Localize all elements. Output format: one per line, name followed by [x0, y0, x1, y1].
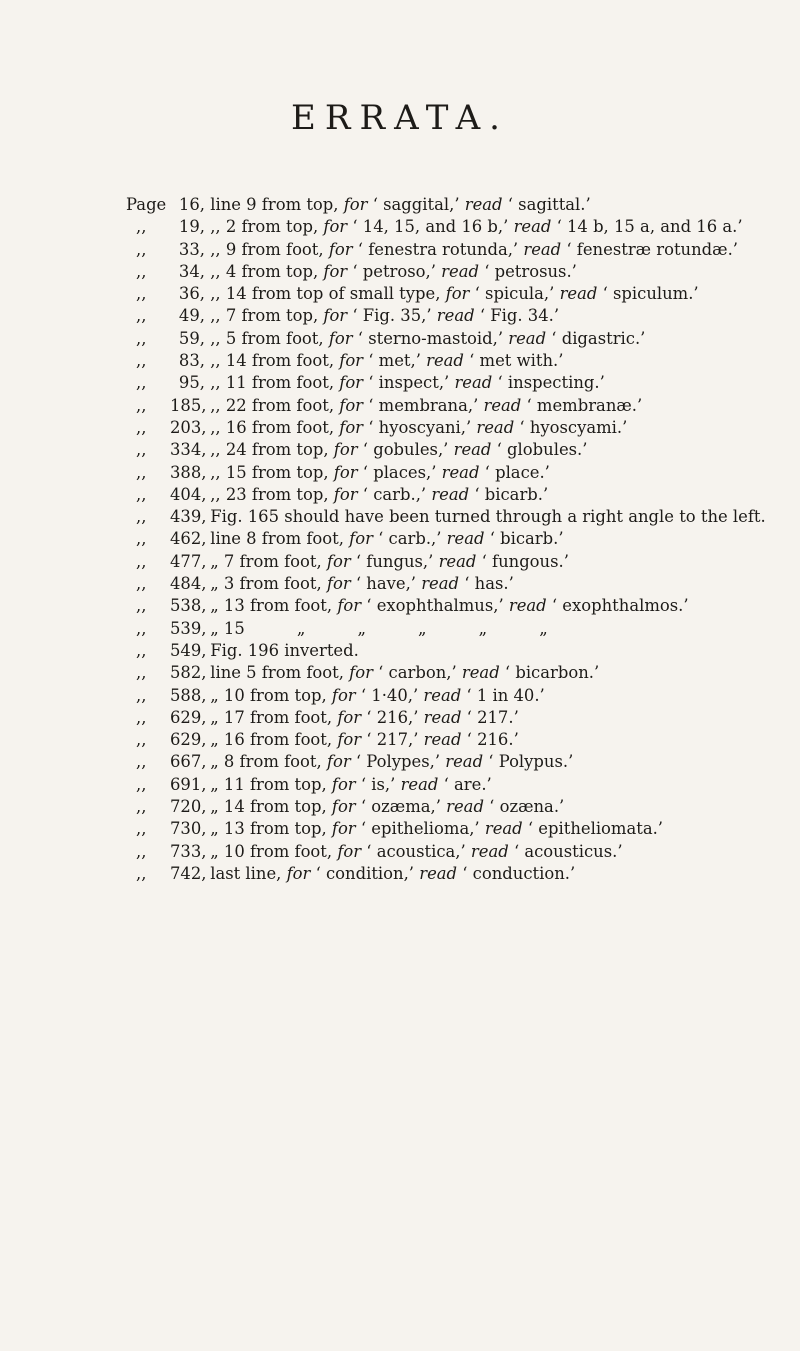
erroneous-text: ‘ spicula,’ — [474, 284, 560, 304]
entry-page-number: 34, — [178, 261, 205, 281]
corrected-text: ‘ fenestræ rotundæ.’ — [566, 239, 738, 259]
entry-lead: ,, — [136, 863, 147, 883]
erroneous-text: ‘ acoustica,’ — [366, 841, 471, 861]
errata-entry — [136, 372, 796, 394]
for-word: for — [339, 417, 369, 437]
entry-lead: ,, — [136, 596, 147, 616]
errata-entry — [136, 573, 796, 595]
erroneous-text: ‘ petroso,’ — [352, 261, 442, 281]
erroneous-text: ‘ 14, 15, and 16 b,’ — [352, 217, 514, 237]
corrected-text: ‘ fungous.’ — [481, 551, 569, 571]
entry-lead: ,, — [136, 507, 147, 527]
read-word: read — [423, 730, 467, 750]
corrected-text: ‘ exophthalmos.’ — [551, 596, 689, 616]
errata-entry — [136, 841, 796, 863]
errata-entry — [126, 194, 796, 216]
corrected-text: ‘ 14 b, 15 a, and 16 a.’ — [556, 217, 743, 237]
corrected-text: ‘ bicarbon.’ — [504, 663, 600, 683]
errata-entry — [136, 350, 796, 372]
entry-text: ,, 23 from top, — [205, 484, 334, 504]
corrected-text: ‘ has.’ — [464, 574, 514, 594]
for-word: for — [445, 284, 475, 304]
entry-page-number: 462, — [170, 529, 207, 549]
read-word: read — [464, 195, 508, 214]
for-word: for — [331, 774, 361, 794]
erroneous-text: ‘ carbon,’ — [378, 663, 462, 683]
errata-entry — [136, 328, 796, 350]
erroneous-text: ‘ hyoscyani,’ — [368, 417, 477, 437]
errata-entry — [136, 595, 796, 617]
corrected-text: ‘ 217.’ — [466, 707, 519, 727]
corrected-text: ‘ spiculum.’ — [602, 284, 699, 304]
corrected-text: ‘ ozæna.’ — [489, 797, 565, 817]
corrected-text: ‘ epitheliomata.’ — [527, 819, 664, 839]
entry-page-number: 538, — [170, 596, 207, 616]
for-word: for — [331, 685, 361, 705]
for-word: for — [323, 217, 353, 237]
corrected-text: ‘ place.’ — [484, 462, 550, 482]
entry-text: ,, 9 from foot, — [205, 239, 329, 259]
read-word: read — [431, 484, 475, 504]
for-word: for — [333, 462, 363, 482]
entry-page-number: 388, — [170, 462, 207, 482]
entry-text: ,, 14 from foot, — [205, 351, 340, 371]
for-word: for — [337, 596, 367, 616]
entry-page-number: 19, — [178, 217, 205, 237]
corrected-text: ‘ bicarb.’ — [489, 529, 564, 549]
read-word: read — [438, 551, 482, 571]
corrected-text: ‘ globules.’ — [496, 440, 588, 460]
corrected-text: ‘ 1 in 40.’ — [466, 685, 545, 705]
for-word: for — [349, 663, 379, 683]
entry-text: ,, 22 from foot, — [205, 395, 340, 415]
erroneous-text: ‘ sterno-mastoid,’ — [357, 328, 509, 348]
erroneous-text: ‘ met,’ — [368, 351, 427, 371]
entry-page-number: 582, — [170, 663, 207, 683]
entry-text: ,, 11 from foot, — [205, 373, 340, 393]
for-word: for — [328, 328, 358, 348]
read-word: read — [454, 373, 498, 393]
erroneous-text: ‘ fenestra rotunda,’ — [357, 239, 524, 259]
entry-page-number: 33, — [178, 239, 205, 259]
for-word: for — [326, 551, 356, 571]
erroneous-text: ‘ carb.,’ — [362, 484, 432, 504]
errata-entry — [136, 796, 796, 818]
entry-page-number: 742, — [170, 863, 207, 883]
entry-lead: ,, — [136, 618, 147, 638]
erroneous-text: ‘ 217,’ — [366, 730, 424, 750]
entry-lead: ,, — [136, 239, 147, 259]
entry-text: ,, 4 from top, — [205, 261, 324, 281]
read-word: read — [445, 752, 489, 772]
entry-lead: ,, — [136, 774, 147, 794]
entry-page-number: 334, — [170, 440, 207, 460]
for-word: for — [337, 707, 367, 727]
entry-lead: ,, — [136, 752, 147, 772]
read-word: read — [436, 306, 480, 326]
erroneous-text: ‘ membrana,’ — [368, 395, 484, 415]
for-word: for — [337, 730, 367, 750]
corrected-text: ‘ are.’ — [443, 774, 492, 794]
corrected-text: ‘ hyoscyami.’ — [519, 417, 628, 437]
entry-lead: ,, — [136, 551, 147, 571]
read-word: read — [441, 462, 485, 482]
entry-page-number: 667, — [170, 752, 207, 772]
erroneous-text: ‘ places,’ — [362, 462, 442, 482]
for-word: for — [326, 752, 356, 772]
corrected-text: ‘ membranæ.’ — [526, 395, 643, 415]
read-word: read — [446, 529, 490, 549]
erroneous-text: ‘ fungus,’ — [355, 551, 439, 571]
entry-text: ,, 7 from top, — [205, 306, 324, 326]
erroneous-text: ‘ Polypes,’ — [355, 752, 446, 772]
corrected-text: ‘ digastric.’ — [551, 328, 646, 348]
entry-text: „ 10 from top, — [205, 685, 332, 705]
entry-page-number: 203, — [170, 417, 207, 437]
entry-text: „ 17 from foot, — [205, 707, 338, 727]
read-word: read — [470, 841, 514, 861]
entry-lead: ,, — [136, 395, 147, 415]
erroneous-text: ‘ have,’ — [355, 574, 422, 594]
corrected-text: ‘ Fig. 34.’ — [479, 306, 560, 326]
for-word: for — [323, 306, 353, 326]
entry-page-number: 59, — [178, 328, 205, 348]
errata-entry — [136, 462, 796, 484]
entry-text: „ 13 from top, — [205, 819, 332, 839]
errata-entry — [136, 283, 796, 305]
entry-page-number: 83, — [178, 351, 205, 371]
for-word: for — [323, 261, 353, 281]
errata-entry — [136, 484, 796, 506]
entry-text: „ 8 from foot, — [205, 752, 327, 772]
errata-entry — [136, 551, 796, 573]
for-word: for — [343, 195, 373, 214]
entry-text: Fig. 165 should have been turned through a right angle to the left. — [205, 507, 766, 527]
errata-entry — [136, 685, 796, 707]
errata-entry — [136, 818, 796, 840]
entry-lead: ,, — [136, 841, 147, 861]
erroneous-text: ‘ gobules,’ — [362, 440, 454, 460]
errata-entry — [136, 729, 796, 751]
entry-text: ,, 24 from top, — [205, 440, 334, 460]
entry-page-number: 49, — [178, 306, 205, 326]
for-word: for — [339, 395, 369, 415]
entry-lead: ,, — [136, 529, 147, 549]
erroneous-text: ‘ exophthalmus,’ — [366, 596, 509, 616]
read-word: read — [484, 819, 528, 839]
entry-text: „ 7 from foot, — [205, 551, 327, 571]
entry-page-number: 185, — [170, 395, 207, 415]
corrected-text: ‘ petrosus.’ — [484, 261, 577, 281]
entry-text: line 5 from foot, — [205, 663, 350, 683]
entry-lead: ,, — [136, 574, 147, 594]
entry-lead: ,, — [136, 462, 147, 482]
erroneous-text: ‘ condition,’ — [315, 863, 420, 883]
read-word: read — [453, 440, 497, 460]
for-word: for — [339, 351, 369, 371]
for-word: for — [326, 574, 356, 594]
errata-entry — [136, 417, 796, 439]
for-word: for — [331, 819, 361, 839]
entry-text: „ 10 from foot, — [205, 841, 338, 861]
read-word: read — [400, 774, 444, 794]
read-word: read — [508, 328, 552, 348]
corrected-text: ‘ acousticus.’ — [513, 841, 623, 861]
read-word: read — [513, 217, 557, 237]
errata-entry — [136, 751, 796, 773]
errata-entry — [136, 395, 796, 417]
corrected-text: ‘ Polypus.’ — [488, 752, 574, 772]
errata-entry — [136, 305, 796, 327]
entry-page-number: 477, — [170, 551, 207, 571]
entry-page-number: 16, — [178, 195, 205, 214]
corrected-text: ‘ bicarb.’ — [474, 484, 549, 504]
entry-page-number: 733, — [170, 841, 207, 861]
entry-text: Fig. 196 inverted. — [205, 640, 359, 660]
read-word: read — [446, 797, 490, 817]
erroneous-text: ‘ 1·40,’ — [360, 685, 424, 705]
entry-lead: ,, — [136, 351, 147, 371]
for-word: for — [331, 797, 361, 817]
erroneous-text: ‘ ozæma,’ — [360, 797, 447, 817]
for-word: for — [349, 529, 379, 549]
read-word: read — [426, 351, 470, 371]
entry-lead: ,, — [136, 440, 147, 460]
read-word: read — [421, 574, 465, 594]
erroneous-text: ‘ epithelioma,’ — [360, 819, 485, 839]
errata-entry — [136, 774, 796, 796]
entry-page-number: 629, — [170, 730, 207, 750]
entry-text: „ 16 from foot, — [205, 730, 338, 750]
read-word: read — [476, 417, 520, 437]
read-word: read — [483, 395, 527, 415]
entry-page-number: 439, — [170, 507, 207, 527]
entry-lead: ,, — [136, 373, 147, 393]
entry-page-number: 484, — [170, 574, 207, 594]
entry-lead: ,, — [136, 306, 147, 326]
entry-text: ,, 2 from top, — [205, 217, 324, 237]
read-word: read — [461, 663, 505, 683]
entry-page-number: 404, — [170, 484, 207, 504]
read-word: read — [508, 596, 552, 616]
entry-page-number: 691, — [170, 774, 207, 794]
entry-text: „ 15 „ „ „ „ „ — [205, 618, 548, 638]
errata-entry — [136, 439, 796, 461]
entry-lead: ,, — [136, 417, 147, 437]
entry-lead: ,, — [136, 217, 147, 237]
errata-entry — [136, 239, 796, 261]
entry-lead: Page — [126, 195, 167, 214]
entry-lead: ,, — [136, 730, 147, 750]
entry-page-number: 720, — [170, 797, 207, 817]
corrected-text: ‘ inspecting.’ — [497, 373, 605, 393]
corrected-text: ‘ conduction.’ — [462, 863, 576, 883]
for-word: for — [337, 841, 367, 861]
entry-text: ,, 14 from top of small type, — [205, 284, 446, 304]
entry-lead: ,, — [136, 640, 147, 660]
entry-text: „ 11 from top, — [205, 774, 332, 794]
entry-page-number: 588, — [170, 685, 207, 705]
errata-entry — [136, 261, 796, 283]
entry-text: „ 13 from foot, — [205, 596, 338, 616]
read-word: read — [441, 261, 485, 281]
entry-lead: ,, — [136, 819, 147, 839]
errata-entry — [136, 707, 796, 729]
for-word: for — [333, 484, 363, 504]
entry-text: last line, — [205, 863, 287, 883]
erroneous-text: ‘ 216,’ — [366, 707, 424, 727]
entry-lead: ,, — [136, 484, 147, 504]
errata-entry — [136, 528, 796, 550]
erroneous-text: ‘ Fig. 35,’ — [352, 306, 437, 326]
read-word: read — [419, 863, 463, 883]
errata-entry — [136, 640, 796, 662]
entry-lead: ,, — [136, 707, 147, 727]
entry-lead: ,, — [136, 685, 147, 705]
page-title: ERRATA. — [291, 98, 509, 138]
entry-text: „ 14 from top, — [205, 797, 332, 817]
entry-text: line 9 from top, — [205, 195, 344, 214]
read-word: read — [559, 284, 603, 304]
corrected-text: ‘ met with.’ — [469, 351, 564, 371]
for-word: for — [286, 863, 316, 883]
entry-page-number: 95, — [178, 373, 205, 393]
errata-list — [126, 194, 796, 885]
erroneous-text: ‘ inspect,’ — [368, 373, 455, 393]
read-word: read — [423, 707, 467, 727]
entry-text: „ 3 from foot, — [205, 574, 327, 594]
for-word: for — [328, 239, 358, 259]
corrected-text: ‘ 216.’ — [466, 730, 519, 750]
entry-text: ,, 16 from foot, — [205, 417, 340, 437]
entry-text: line 8 from foot, — [205, 529, 350, 549]
errata-entry — [136, 618, 796, 640]
corrected-text: ‘ sagittal.’ — [507, 195, 591, 214]
entry-lead: ,, — [136, 663, 147, 683]
entry-lead: ,, — [136, 328, 147, 348]
entry-lead: ,, — [136, 261, 147, 281]
entry-page-number: 539, — [170, 618, 207, 638]
errata-entry — [136, 662, 796, 684]
errata-entry — [136, 506, 796, 528]
entry-page-number: 36, — [178, 284, 205, 304]
entry-lead: ,, — [136, 797, 147, 817]
errata-entry — [136, 216, 796, 238]
entry-page-number: 730, — [170, 819, 207, 839]
read-word: read — [523, 239, 567, 259]
entry-lead: ,, — [136, 284, 147, 304]
erroneous-text: ‘ is,’ — [360, 774, 401, 794]
errata-entry — [136, 863, 796, 885]
read-word: read — [423, 685, 467, 705]
entry-text: ,, 15 from top, — [205, 462, 334, 482]
erroneous-text: ‘ saggital,’ — [372, 195, 465, 214]
for-word: for — [339, 373, 369, 393]
entry-page-number: 629, — [170, 707, 207, 727]
erroneous-text: ‘ carb.,’ — [378, 529, 447, 549]
for-word: for — [333, 440, 363, 460]
entry-page-number: 549, — [170, 640, 207, 660]
entry-text: ,, 5 from foot, — [205, 328, 329, 348]
